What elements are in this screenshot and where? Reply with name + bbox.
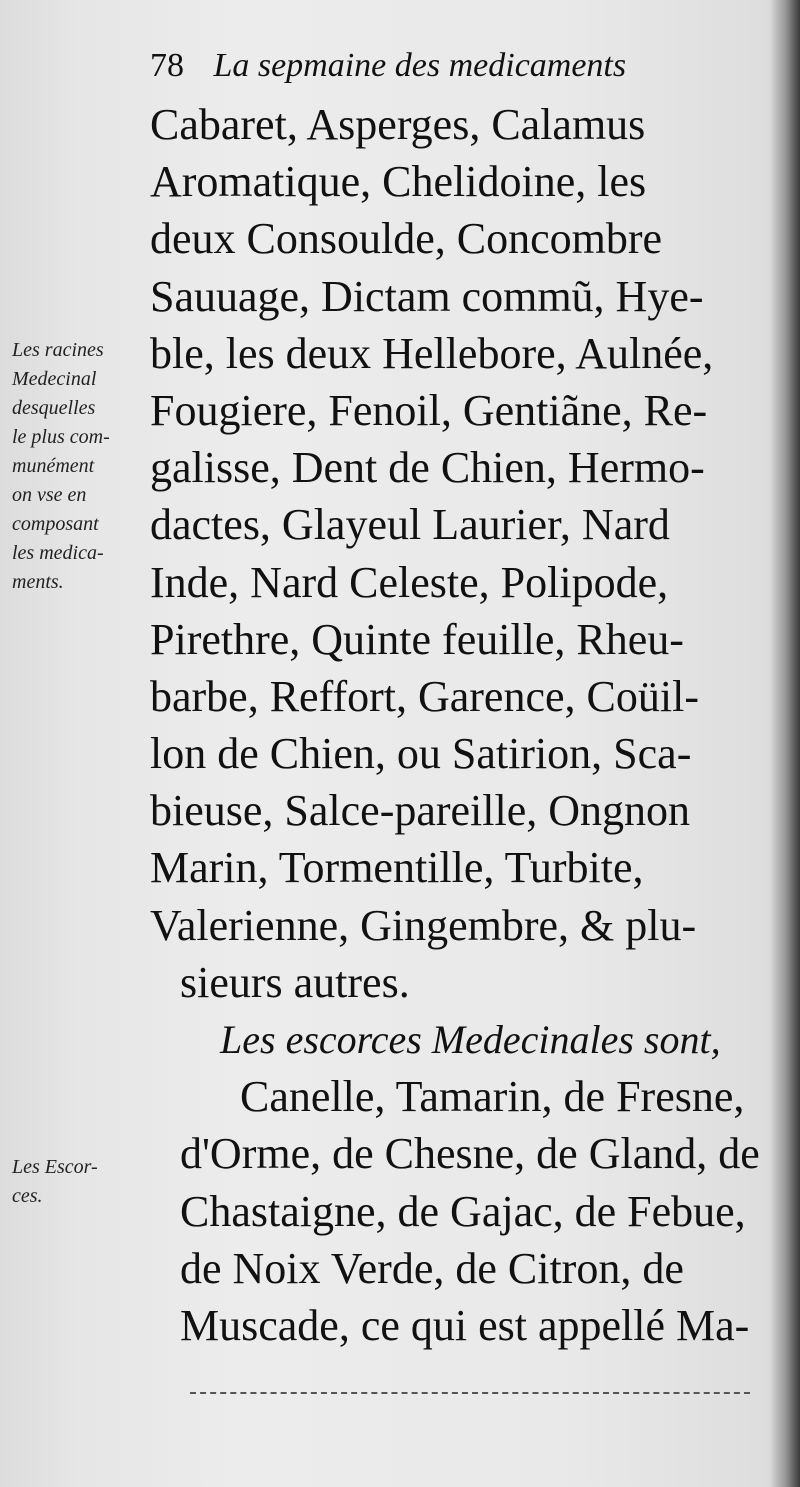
margin-note-line: Medecinal: [12, 368, 97, 390]
margin-note-line: Les racines: [12, 339, 104, 361]
running-title: La sepmaine des medicaments: [213, 47, 627, 84]
text-line: bieuse, Salce-pareille, Ongnon: [150, 786, 691, 836]
text-line: Fougiere, Fenoil, Gentiãne, Re-: [150, 385, 708, 435]
margin-note-line: ces.: [12, 1185, 43, 1207]
margin-note-line: ments.: [12, 571, 64, 593]
margin-note-line: le plus com-: [12, 426, 110, 448]
text-line: lon de Chien, ou Satirion, Sca-: [150, 729, 692, 779]
text-line: d'Orme, de Chesne, de Gland, de: [180, 1129, 760, 1179]
text-line: galisse, Dent de Chien, Hermo-: [150, 443, 705, 493]
text-line: de Noix Verde, de Citron, de: [180, 1243, 684, 1293]
book-spine-shadow: [770, 0, 800, 1487]
margin-note-line: composant: [12, 513, 99, 535]
margin-note-line: desquelles: [12, 397, 96, 419]
text-line: Aromatique, Chelidoine, les: [150, 157, 647, 207]
text-line: Muscade, ce qui est appellé Ma-: [180, 1300, 750, 1350]
bottom-rule: [190, 1392, 750, 1394]
page-number: 78: [150, 47, 184, 84]
text-line: Sauuage, Dictam commũ, Hye-: [150, 271, 704, 321]
section-heading-barks: Les escorces Medecinales sont,: [220, 1017, 721, 1062]
text-line: ble, les deux Hellebore, Aulnée,: [150, 328, 714, 378]
text-line: Inde, Nard Celeste, Polipode,: [150, 557, 669, 607]
margin-note-line: les medica-: [12, 542, 104, 564]
margin-note-line: Les Escor-: [12, 1156, 98, 1178]
text-line: dactes, Glayeul Laurier, Nard: [150, 500, 670, 550]
main-text-block: [150, 96, 765, 1396]
text-line: sieurs autres.: [180, 957, 410, 1007]
margin-note-line: munément: [12, 455, 95, 477]
text-line: deux Consoulde, Concombre: [150, 214, 663, 264]
text-line: Chastaigne, de Gajac, de Febue,: [180, 1186, 746, 1236]
margin-note-roots: [12, 336, 152, 597]
text-line: barbe, Reffort, Garence, Coüil-: [150, 671, 699, 721]
running-header: [150, 40, 750, 90]
text-line: Pirethre, Quinte feuille, Rheu-: [150, 614, 684, 664]
text-line: Marin, Tormentille, Turbite,: [150, 843, 644, 893]
text-line: Canelle, Tamarin, de Fresne,: [240, 1072, 745, 1122]
margin-note-line: on vse en: [12, 484, 87, 506]
text-line: Valerienne, Gingembre, & plu-: [150, 900, 697, 950]
text-line: Cabaret, Asperges, Calamus: [150, 100, 646, 149]
margin-note-barks: [12, 1153, 152, 1211]
